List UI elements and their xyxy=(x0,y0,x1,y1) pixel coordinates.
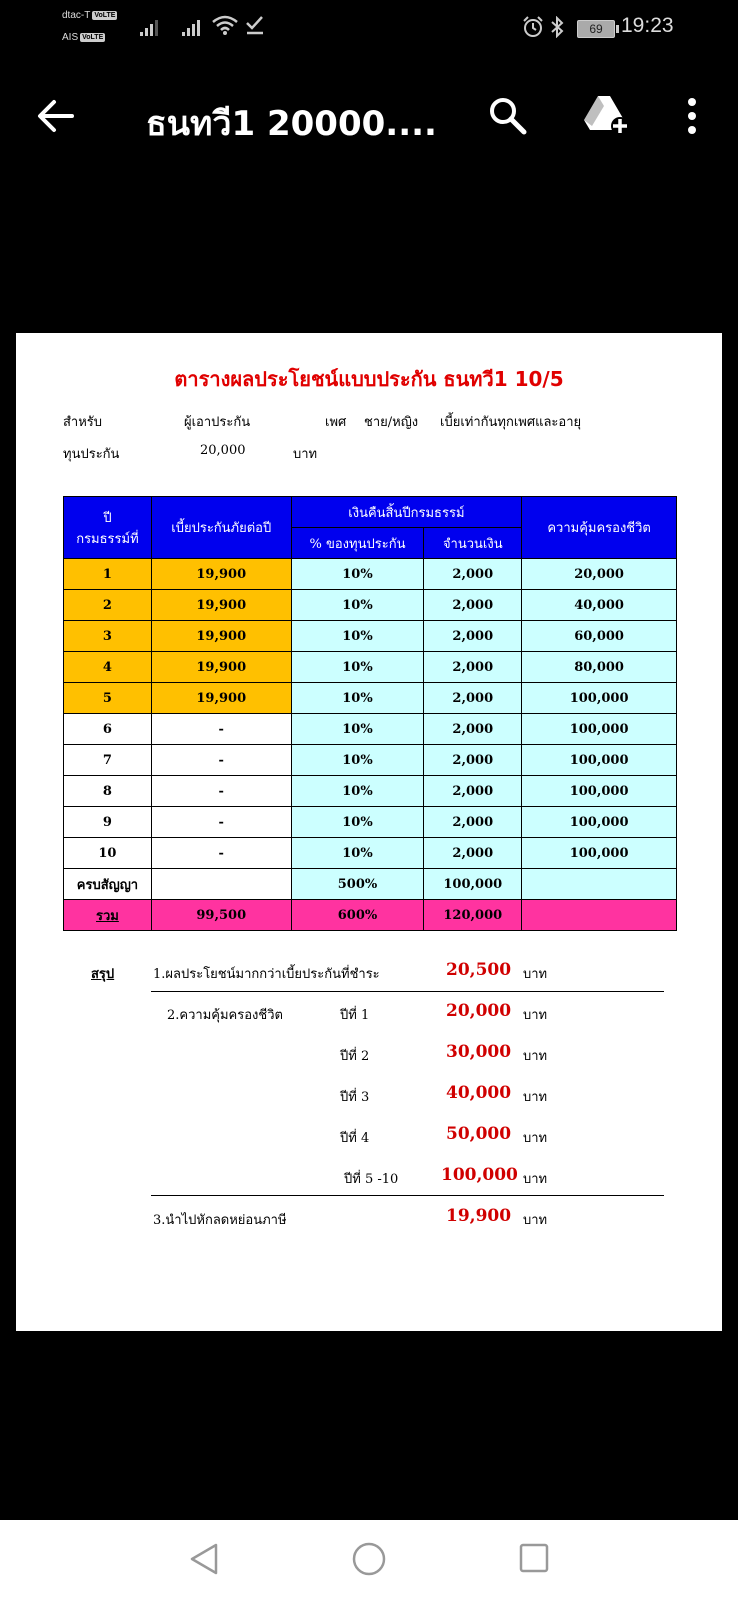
cell-premium xyxy=(151,869,291,900)
cell-total-coverage xyxy=(522,900,677,931)
coverage-value: 40,000 xyxy=(446,1083,512,1103)
table-row xyxy=(64,745,677,776)
cell-amount: 2,000 xyxy=(424,590,522,621)
year-header-bottom: กรมธรรม์ที่ xyxy=(76,531,139,547)
table-row xyxy=(64,590,677,621)
summary-unit: บาท xyxy=(523,1131,548,1146)
cell-coverage: 100,000 xyxy=(522,683,677,714)
premium-note: เบี้ยเท่ากันทุกเพศและอายุ xyxy=(440,415,582,430)
cell-year: 4 xyxy=(64,652,152,683)
cell-amount: 2,000 xyxy=(424,559,522,590)
cell-year: 10 xyxy=(64,838,152,869)
cell-premium: - xyxy=(151,776,291,807)
cell-total-premium: 99,500 xyxy=(151,900,291,931)
system-nav-bar xyxy=(0,1520,738,1600)
battery-icon xyxy=(577,20,615,38)
cell-year: 2 xyxy=(64,590,152,621)
download-done-icon xyxy=(244,14,266,36)
cell-premium: - xyxy=(151,714,291,745)
year-header xyxy=(64,497,152,559)
wifi-icon xyxy=(212,14,238,36)
gender-label: เพศ xyxy=(325,415,347,430)
summary-divider xyxy=(151,991,664,992)
table-row xyxy=(64,559,677,590)
coverage-header: ความคุ้มครองชีวิต xyxy=(522,497,677,559)
cell-year: ครบสัญญา xyxy=(64,869,152,900)
cell-total-pct: 600% xyxy=(291,900,424,931)
summary-unit: บาท xyxy=(523,1049,548,1064)
summary-item1-label: 1.ผลประโยชน์มากกว่าเบี้ยประกันที่ชำระ xyxy=(153,967,380,982)
sum-insured-value: 20,000 xyxy=(200,443,246,458)
cell-amount: 2,000 xyxy=(424,776,522,807)
cell-premium: - xyxy=(151,807,291,838)
currency-label: บาท xyxy=(293,447,318,462)
coverage-year: ปีที่ 1 xyxy=(340,1008,370,1023)
back-arrow-icon[interactable] xyxy=(36,96,76,136)
summary-item2-label: 2.ความคุ้มครองชีวิต xyxy=(167,1008,283,1023)
cell-premium: 19,900 xyxy=(151,590,291,621)
cell-pct: 10% xyxy=(291,807,424,838)
cell-amount: 2,000 xyxy=(424,714,522,745)
cell-pct: 10% xyxy=(291,683,424,714)
cell-pct: 10% xyxy=(291,559,424,590)
app-bar xyxy=(0,70,738,160)
status-time: 19:23 xyxy=(621,14,674,37)
cell-premium: 19,900 xyxy=(151,683,291,714)
cell-coverage: 100,000 xyxy=(522,807,677,838)
table-row xyxy=(64,621,677,652)
sum-insured-label: ทุนประกัน xyxy=(63,447,120,462)
volte-badge: VoLTE xyxy=(94,11,116,19)
coverage-value: 30,000 xyxy=(446,1042,512,1062)
cell-coverage: 80,000 xyxy=(522,652,677,683)
premium-header: เบี้ยประกันภัยต่อปี xyxy=(151,497,291,559)
cell-amount: 2,000 xyxy=(424,652,522,683)
coverage-year: ปีที่ 5 -10 xyxy=(344,1172,399,1187)
cell-coverage: 100,000 xyxy=(522,745,677,776)
more-vert-icon[interactable] xyxy=(684,96,700,136)
coverage-value: 100,000 xyxy=(441,1165,518,1185)
table-row-maturity xyxy=(64,869,677,900)
summary-unit: บาท xyxy=(523,967,548,982)
cell-pct: 10% xyxy=(291,838,424,869)
coverage-year: ปีที่ 4 xyxy=(340,1131,370,1146)
for-label: สำหรับ xyxy=(63,415,103,430)
insured-label: ผู้เอาประกัน xyxy=(184,415,251,430)
cell-pct: 10% xyxy=(291,714,424,745)
carrier-1-label: dtac-T xyxy=(62,10,91,21)
summary-item3-label: 3.นำไปหักลดหย่อนภาษี xyxy=(153,1213,287,1228)
coverage-value: 50,000 xyxy=(446,1124,512,1144)
cell-year: 5 xyxy=(64,683,152,714)
summary-divider xyxy=(151,1195,664,1196)
table-title: ตารางผลประโยชน์แบบประกัน ธนทวี1 10/5 xyxy=(174,367,564,391)
cell-year: 8 xyxy=(64,776,152,807)
cell-pct: 10% xyxy=(291,621,424,652)
cell-premium: - xyxy=(151,838,291,869)
cell-coverage xyxy=(522,869,677,900)
cell-pct: 500% xyxy=(291,869,424,900)
cell-amount: 2,000 xyxy=(424,745,522,776)
cell-total-label: รวม xyxy=(64,900,152,931)
cell-coverage: 100,000 xyxy=(522,776,677,807)
cell-pct: 10% xyxy=(291,745,424,776)
carrier-1 xyxy=(62,10,117,21)
cell-amount: 2,000 xyxy=(424,621,522,652)
nav-recent-icon[interactable] xyxy=(518,1542,550,1574)
cell-coverage: 100,000 xyxy=(522,714,677,745)
carrier-2-label: AIS xyxy=(62,32,79,43)
table-row xyxy=(64,652,677,683)
signal-2-icon xyxy=(182,18,200,36)
carrier-2 xyxy=(62,32,105,43)
summary-item1-value: 20,500 xyxy=(446,960,512,980)
cell-total-amount: 120,000 xyxy=(424,900,522,931)
table-row xyxy=(64,776,677,807)
summary-unit: บาท xyxy=(523,1090,548,1105)
cell-year: 3 xyxy=(64,621,152,652)
battery-level: 69 xyxy=(589,22,603,36)
cell-pct: 10% xyxy=(291,776,424,807)
cell-pct: 10% xyxy=(291,652,424,683)
cell-year: 6 xyxy=(64,714,152,745)
summary-unit: บาท xyxy=(523,1172,548,1187)
summary-item3-value: 19,900 xyxy=(446,1206,512,1226)
cell-premium: 19,900 xyxy=(151,621,291,652)
table-row xyxy=(64,807,677,838)
search-icon[interactable] xyxy=(488,94,528,138)
document-title: ธนทวี1 20000.... xyxy=(146,104,437,144)
nav-back-icon[interactable] xyxy=(188,1542,220,1576)
document-page xyxy=(16,333,722,1331)
cashback-amount-header: จำนวนเงิน xyxy=(424,528,522,559)
year-header-top: ปี xyxy=(103,510,112,526)
alarm-icon xyxy=(522,16,544,38)
coverage-value: 20,000 xyxy=(446,1001,512,1021)
cell-year: 7 xyxy=(64,745,152,776)
table-row-total xyxy=(64,900,677,931)
cell-pct: 10% xyxy=(291,590,424,621)
nav-home-icon[interactable] xyxy=(352,1542,386,1576)
benefit-table xyxy=(63,496,677,931)
add-to-drive-icon[interactable] xyxy=(584,94,630,136)
signal-1-icon xyxy=(140,18,158,36)
bluetooth-icon xyxy=(550,16,564,38)
cashback-pct-header: % ของทุนประกัน xyxy=(291,528,424,559)
cell-coverage: 100,000 xyxy=(522,838,677,869)
cell-premium: - xyxy=(151,745,291,776)
table-row xyxy=(64,683,677,714)
table-row xyxy=(64,714,677,745)
summary-label: สรุป xyxy=(91,967,115,982)
cell-coverage: 60,000 xyxy=(522,621,677,652)
cell-premium: 19,900 xyxy=(151,652,291,683)
gender-value: ชาย/หญิง xyxy=(364,415,419,430)
table-row xyxy=(64,838,677,869)
cell-premium: 19,900 xyxy=(151,559,291,590)
cell-year: 1 xyxy=(64,559,152,590)
summary-unit: บาท xyxy=(523,1008,548,1023)
cell-amount: 2,000 xyxy=(424,807,522,838)
cashback-header: เงินคืนสิ้นปีกรมธรรม์ xyxy=(291,497,522,528)
coverage-year: ปีที่ 3 xyxy=(340,1090,370,1105)
cell-amount: 100,000 xyxy=(424,869,522,900)
cell-amount: 2,000 xyxy=(424,838,522,869)
cell-amount: 2,000 xyxy=(424,683,522,714)
cell-coverage: 40,000 xyxy=(522,590,677,621)
summary-unit: บาท xyxy=(523,1213,548,1228)
volte-badge-2: VoLTE xyxy=(82,33,104,41)
cell-coverage: 20,000 xyxy=(522,559,677,590)
status-bar xyxy=(0,0,738,58)
cell-year: 9 xyxy=(64,807,152,838)
coverage-year: ปีที่ 2 xyxy=(340,1049,370,1064)
